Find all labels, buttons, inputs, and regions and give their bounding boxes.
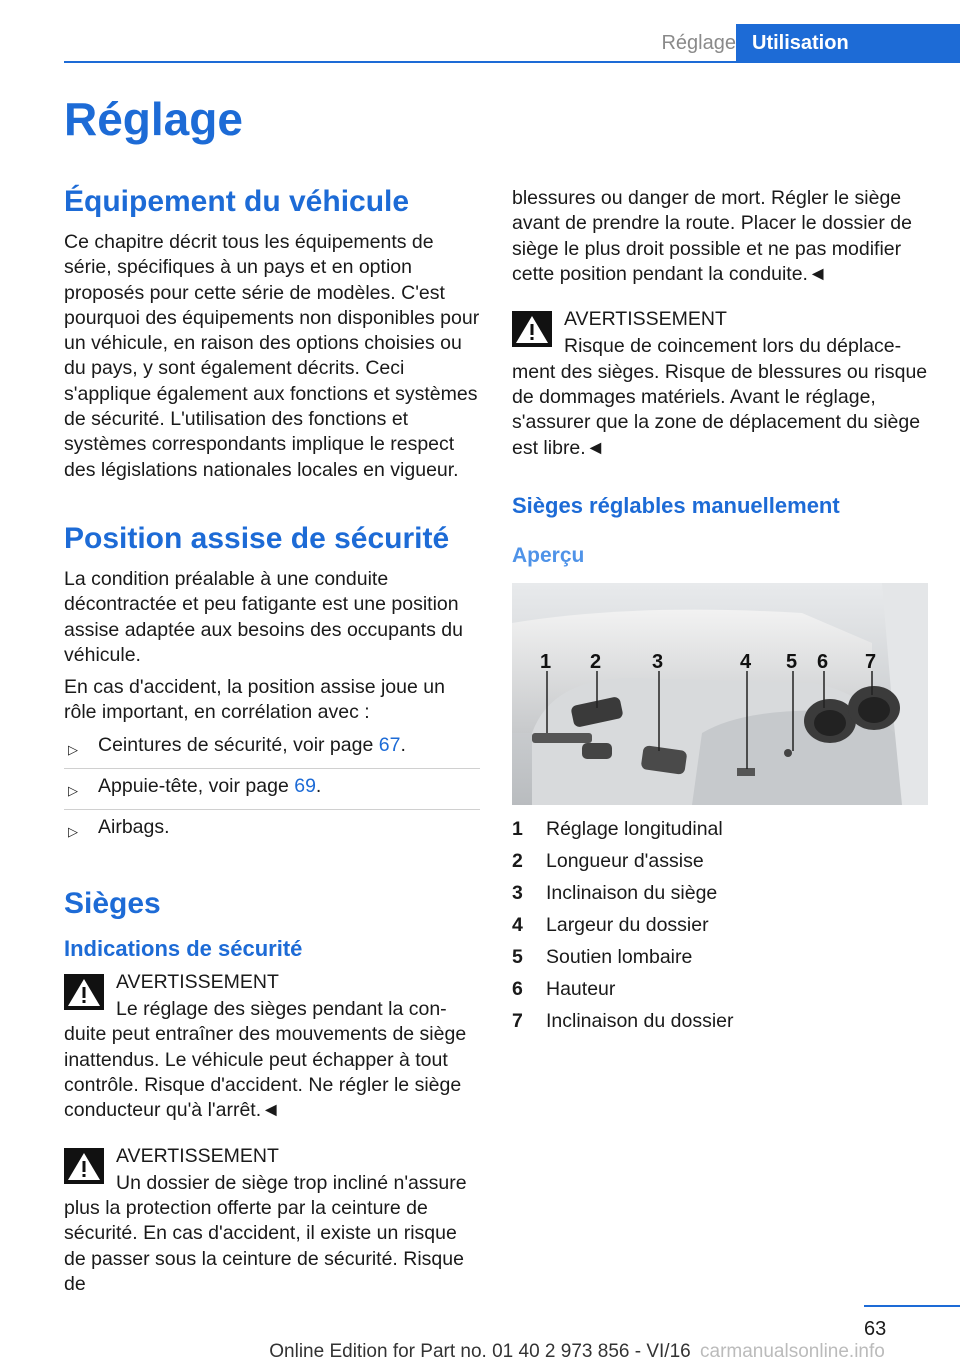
manual-seats-heading: Sièges réglables manuellement bbox=[512, 492, 840, 518]
legend-item: 6 Hauteur bbox=[512, 977, 616, 1000]
triangle-bullet-icon: ▷ bbox=[68, 741, 78, 757]
figure-label-3: 3 bbox=[652, 650, 664, 673]
legend-item: 1 Réglage longitudinal bbox=[512, 817, 723, 840]
page-link-67[interactable]: 67 bbox=[378, 733, 401, 756]
legend-item: 7 Inclinaison du dossier bbox=[512, 1009, 734, 1032]
warning-text-first: Un dossier de siège trop incliné n'assure bbox=[116, 1171, 467, 1194]
warning-text-first: Risque de coincement lors du déplace- bbox=[564, 335, 902, 358]
warning-block-2 bbox=[64, 1144, 480, 1298]
footer-rule bbox=[864, 1305, 960, 1307]
page-link-69[interactable]: 69 bbox=[294, 774, 316, 797]
header-section-label: Réglage bbox=[661, 32, 736, 54]
legend-item: 2 Longueur d'assise bbox=[512, 849, 704, 872]
footer-watermark: carmanualsonline.info bbox=[700, 1341, 885, 1362]
header-rule bbox=[64, 61, 960, 63]
warning-text: ment des sièges. Risque de blessures ou risque de dommages matériels. Avant le réglage, s'assurer que la zone de déplacement du siège est libre.◄ bbox=[512, 360, 928, 459]
warning-text-first: Le réglage des sièges pendant la con- bbox=[116, 998, 447, 1021]
position-text-1: La condition préalable à une conduite décontractée et peu fatigante est une position assise adaptée aux besoins des occupants du véhicule. bbox=[64, 567, 463, 666]
figure-label-2: 2 bbox=[590, 650, 602, 673]
figure-label-6: 6 bbox=[817, 650, 829, 673]
seat-controls-image bbox=[512, 583, 928, 805]
legend-item: 5 Soutien lombaire bbox=[512, 945, 693, 968]
position-heading: Position assise de sécurité bbox=[64, 521, 450, 555]
seats-heading: Sièges bbox=[64, 886, 161, 920]
list-item: ▷ Appuie-tête, voir page 69. bbox=[64, 769, 480, 810]
safety-subheading: Indications de sécurité bbox=[64, 935, 303, 961]
position-text-2: En cas d'accident, la position assise joue un rôle important, en corrélation avec : bbox=[64, 676, 445, 724]
figure-label-7: 7 bbox=[865, 650, 877, 673]
warning-label: AVERTISSEMENT bbox=[116, 970, 279, 993]
figure-legend bbox=[512, 813, 928, 1037]
triangle-bullet-icon: ▷ bbox=[68, 823, 78, 839]
left-column bbox=[64, 182, 480, 1297]
warning-label: AVERTISSEMENT bbox=[564, 308, 727, 331]
footer-edition: Online Edition for Part no. 01 40 2 973 856 - VI/16 bbox=[269, 1341, 691, 1362]
warning-text: duite peut entraîner des mouvements de siège inattendus. Le véhicule peut échapper à tout contrôle. Risque d'accident. Ne régler le siège conducteur qu'à l'arrêt.◄ bbox=[64, 1023, 467, 1122]
warning-block-3 bbox=[512, 307, 928, 461]
right-column bbox=[512, 182, 928, 1037]
legend-item: 3 Inclinaison du siège bbox=[512, 881, 718, 904]
position-bullet-list bbox=[64, 728, 480, 850]
seat-illustration bbox=[512, 583, 928, 805]
triangle-bullet-icon: ▷ bbox=[68, 782, 78, 798]
figure-label-5: 5 bbox=[786, 650, 798, 673]
warning-icon bbox=[512, 311, 552, 347]
warning-text: plus la protection offerte par la ceinture de sécurité. En cas d'accident, il existe un risque de passer sous la ceinture de sécurité. Risque de bbox=[64, 1197, 464, 1296]
equipment-heading: Équipement du véhicule bbox=[64, 185, 410, 218]
figure-label-1: 1 bbox=[540, 650, 552, 673]
warning-label: AVERTISSEMENT bbox=[116, 1144, 279, 1167]
page-number: 63 bbox=[864, 1318, 887, 1340]
list-item: ▷ Ceintures de sécurité, voir page 67. bbox=[64, 728, 480, 769]
warning-continuation: blessures ou danger de mort. Régler le siège avant de prendre la route. Placer le dossier de siège le plus droit possible et ne pas modifier cette position pendant la conduite.◄ bbox=[512, 187, 912, 285]
header-chapter-tab: Utilisation bbox=[736, 24, 960, 62]
overview-heading: Aperçu bbox=[512, 543, 585, 567]
warning-icon bbox=[64, 1148, 104, 1184]
warning-block-1 bbox=[64, 970, 480, 1124]
page-title: Réglage bbox=[64, 93, 243, 145]
equipment-text: Ce chapitre décrit tous les équipements de série, spécifiques à un pays et en option proposés pour cette série de modèles. C'est pourquoi des équipements non disponibles pour un véhicule, en raison des options choisies ou du pays, y sont également décrits. Ceci s'applique également aux fonctions et systèmes de sécurité. L'utilisation des fonctions et systèmes correspondants implique le respect des législations nationales locales en vigueur. bbox=[64, 231, 480, 481]
warning-icon bbox=[64, 974, 104, 1010]
figure-label-4: 4 bbox=[740, 650, 752, 673]
legend-item: 4 Largeur du dossier bbox=[512, 913, 709, 936]
list-item: ▷ Airbags. bbox=[64, 810, 480, 850]
